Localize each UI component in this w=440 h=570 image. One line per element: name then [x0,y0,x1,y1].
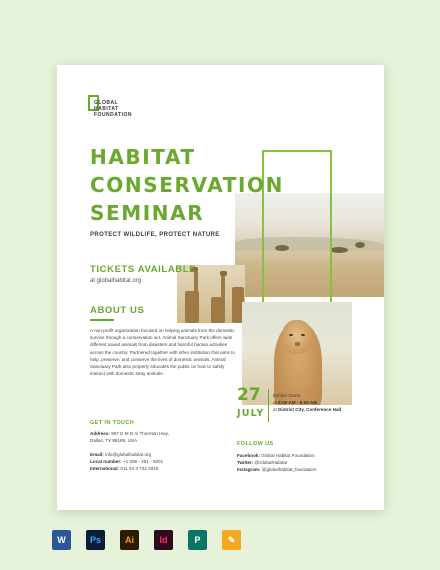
email-value[interactable]: info@globalhabitat.org [103,452,152,457]
word-letter: W [57,535,66,545]
exhibit-venue: District City, Conference Hall [278,407,342,413]
contact-local [90,458,240,465]
follow-heading: FOLLOW US [237,441,274,447]
address-line-2: Dallas, TX 89189, USA [90,438,138,444]
indesign-icon[interactable] [154,530,173,550]
instagram-value[interactable]: @globalhabitat_foundation [260,467,317,473]
contact-email [90,451,240,458]
title-line-3: SEMINAR [90,201,205,225]
address-label: Address: [90,431,110,436]
social-facebook [237,452,377,459]
format-icons [0,530,440,550]
illustrator-letter: Ai [125,535,134,545]
twitter-label: Twitter: [237,460,254,466]
event-day: 27 [237,385,261,405]
pages-letter: ✎ [227,534,236,545]
word-icon[interactable] [52,530,71,550]
exhibit-label: Exhibit Starts [273,393,301,398]
social-instagram [237,466,377,473]
intl-label: International: [90,466,120,472]
contact-international [90,465,240,472]
facebook-value[interactable]: Global Habitat Foundation [259,453,315,458]
event-month: JULY [237,408,265,419]
publisher-icon[interactable] [188,530,207,550]
venue-prefix: at [273,407,279,413]
contact-address [90,430,240,444]
about-text: A non-profit organization focused on helping animals from the domestic survive through a conservation act, Animal Sanctuary Park offers wide different saved animals from disasters and harmful human activities across the country. Partnered together with other institution that aims to help, preserve, and conserve the lives of domestic animals, Animal Sanctuary Park also properly educates the public on how to safely interact with domestic stray animals. [90,328,235,377]
twitter-value[interactable]: @GlobalHabitat [253,460,288,466]
tickets-url[interactable]: at globalhabitat.org [90,278,142,284]
local-value: +1 209 - 281 - 9201 [121,459,164,465]
indesign-letter: Id [159,535,168,545]
exhibit-info [273,392,383,414]
date-divider [268,389,269,422]
contact-heading: GET IN TOUCH [90,420,135,426]
logo-text: GLOBAL HABITAT FOUNDATION [94,100,132,118]
illustrator-icon[interactable] [120,530,139,550]
email-label: Email: [90,452,104,457]
local-label: Local number: [90,459,122,465]
photoshop-letter: Ps [89,535,101,545]
facebook-label: Facebook: [237,453,260,458]
exhibit-time: 8:00 AM - 5:00 AM [278,400,318,406]
about-divider [90,319,114,321]
time-prefix: at [273,400,279,406]
title-line-1: HABITAT [90,145,196,169]
intl-value: 011 64 3 722 2910 [119,466,159,472]
about-heading: ABOUT US [90,305,145,316]
address-line-1: 907 D M D Al Thornton Hwy, [109,431,169,436]
tickets-heading: TICKETS AVAILABLE [90,264,197,275]
title-line-2: CONSERVATION [90,173,284,197]
photoshop-icon[interactable] [86,530,105,550]
publisher-letter: P [194,535,201,545]
instagram-label: Instagram: [237,467,261,473]
subtitle: PROTECT WILDLIFE, PROTECT NATURE [90,232,220,238]
pages-icon[interactable] [222,530,241,550]
flyer [57,65,384,510]
social-twitter [237,459,377,466]
